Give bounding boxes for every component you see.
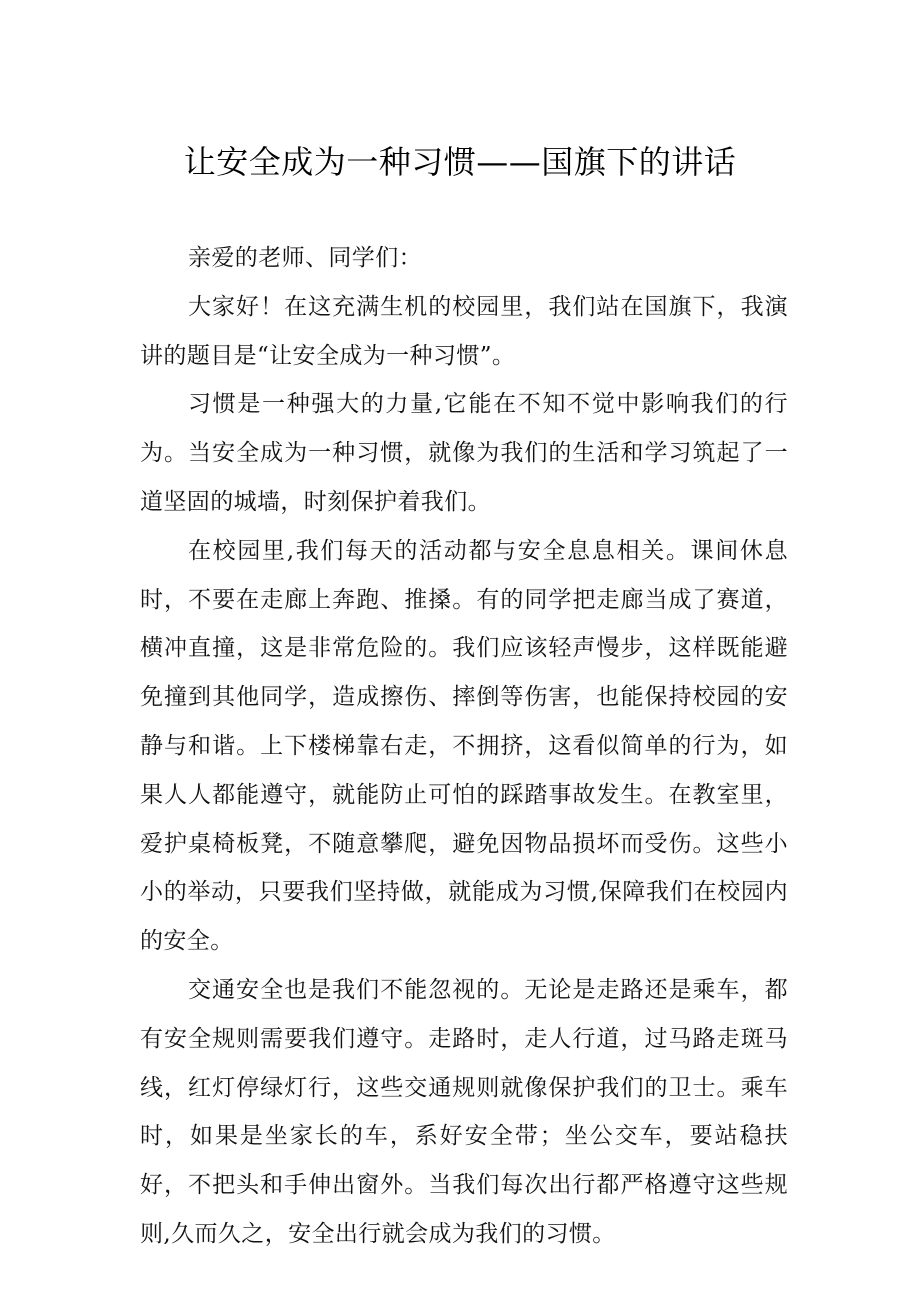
paragraph-greeting: 大家好！在这充满生机的校园里，我们站在国旗下，我演讲的题目是“让安全成为一种习惯”。 [140,293,788,369]
document-body [140,234,788,1259]
paragraph-habit: 习惯是一种强大的力量,它能在不知不觉中影响我们的行为。当安全成为一种习惯，就像为我们的生活和学习筑起了一道坚固的城墙，时刻保护着我们。 [140,391,788,515]
document-title: 让安全成为一种习惯——国旗下的讲话 [183,143,737,181]
paragraph-campus-safety: 在校园里,我们每天的活动都与安全息息相关。课间休息时，不要在走廊上奔跑、推搡。有的同学把走廊当成了赛道，横冲直撞，这是非常危险的。我们应该轻声慢步，这样既能避免撞到其他同学，造成擦伤、摔倒等伤害，也能保持校园的安静与和谐。上下楼梯靠右走，不拥挤，这看似简单的行为，如果人人都能遵守，就能防止可怕的踩踏事故发生。在教室里，爱护桌椅板凳，不随意攀爬，避免因物品损坏而受伤。这些小小的举动，只要我们坚持做，就能成为习惯,保障我们在校园内的安全。 [140,537,788,955]
paragraph-salutation: 亲爱的老师、同学们： [188,245,422,271]
paragraph-traffic-safety: 交通安全也是我们不能忽视的。无论是走路还是乘车，都有安全规则需要我们遵守。走路时，走人行道，过马路走斑马线，红灯停绿灯行，这些交通规则就像保护我们的卫士。乘车时，如果是坐家长的车，系好安全带；坐公交车，要站稳扶好，不把头和手伸出窗外。当我们每次出行都严格遵守这些规则,久而久之，安全出行就会成为我们的习惯。 [140,976,788,1247]
